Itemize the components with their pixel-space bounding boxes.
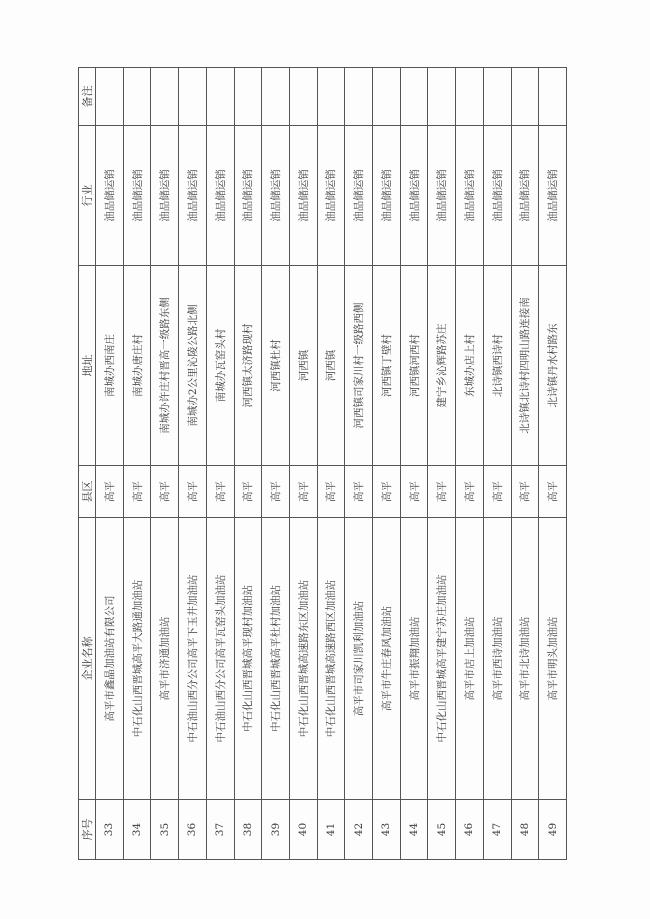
cell-county: 高平 <box>400 466 428 518</box>
cell-county: 高平 <box>262 466 290 518</box>
cell-name: 高平市北诗加油站 <box>511 518 539 800</box>
header-no: 序号 <box>79 800 96 860</box>
cell-county: 高平 <box>539 466 567 518</box>
cell-no: 33 <box>96 800 124 860</box>
cell-county: 高平 <box>151 466 179 518</box>
cell-note <box>317 68 345 126</box>
cell-no: 41 <box>317 800 345 860</box>
cell-address: 北诗镇北诗村四明山路连接南 <box>511 266 539 466</box>
cell-note <box>96 68 124 126</box>
cell-address: 南城办西南庄 <box>96 266 124 466</box>
cell-county: 高平 <box>317 466 345 518</box>
cell-note <box>151 68 179 126</box>
cell-name: 中石油山西分公司高平下玉井加油站 <box>179 518 207 800</box>
table-row <box>123 68 151 860</box>
cell-note <box>539 68 567 126</box>
cell-no: 36 <box>179 800 207 860</box>
cell-address: 东城办店上村 <box>456 266 484 466</box>
cell-name: 高平市西诗加油站 <box>483 518 511 800</box>
cell-industry: 油品储运销 <box>539 126 567 266</box>
cell-industry: 油品储运销 <box>151 126 179 266</box>
cell-industry: 油品储运销 <box>206 126 234 266</box>
cell-industry: 油品储运销 <box>96 126 124 266</box>
header-county: 县区 <box>79 466 96 518</box>
cell-industry: 油品储运销 <box>511 126 539 266</box>
cell-note <box>262 68 290 126</box>
cell-industry: 油品储运销 <box>123 126 151 266</box>
table-row <box>345 68 373 860</box>
cell-no: 42 <box>345 800 373 860</box>
cell-no: 46 <box>456 800 484 860</box>
cell-industry: 油品储运销 <box>289 126 317 266</box>
cell-address: 北诗镇西诗村 <box>483 266 511 466</box>
cell-no: 43 <box>373 800 401 860</box>
table-row <box>262 68 290 860</box>
header-note: 备注 <box>79 68 96 126</box>
cell-county: 高平 <box>373 466 401 518</box>
cell-industry: 油品储运销 <box>483 126 511 266</box>
cell-note <box>289 68 317 126</box>
cell-industry: 油品储运销 <box>262 126 290 266</box>
cell-name: 高平市振翔加油站 <box>400 518 428 800</box>
cell-industry: 油品储运销 <box>179 126 207 266</box>
table-row <box>539 68 567 860</box>
cell-note <box>206 68 234 126</box>
cell-note <box>234 68 262 126</box>
cell-no: 35 <box>151 800 179 860</box>
table-row <box>234 68 262 860</box>
table-row <box>96 68 124 860</box>
cell-address: 北诗镇丹水村路东 <box>539 266 567 466</box>
cell-county: 高平 <box>289 466 317 518</box>
table-row <box>179 68 207 860</box>
cell-name: 中石化山西晋城高平杜村加油站 <box>262 518 290 800</box>
cell-note <box>345 68 373 126</box>
cell-name: 高平市鑫晶加油站有限公司 <box>96 518 124 800</box>
cell-address: 南城办许庄村晋高一级路东侧 <box>151 266 179 466</box>
table-row <box>289 68 317 860</box>
header-address: 地址 <box>79 266 96 466</box>
cell-industry: 油品储运销 <box>428 126 456 266</box>
cell-county: 高平 <box>179 466 207 518</box>
cell-county: 高平 <box>123 466 151 518</box>
cell-address: 河西镇杜村 <box>262 266 290 466</box>
header-name: 企业名称 <box>79 518 96 800</box>
table-row <box>400 68 428 860</box>
cell-county: 高平 <box>206 466 234 518</box>
cell-county: 高平 <box>234 466 262 518</box>
cell-industry: 油品储运销 <box>373 126 401 266</box>
cell-county: 高平 <box>345 466 373 518</box>
cell-note <box>179 68 207 126</box>
cell-note <box>400 68 428 126</box>
cell-address: 河西镇丁壁村 <box>373 266 401 466</box>
cell-name: 高平市牛庄春风加油站 <box>373 518 401 800</box>
cell-address: 河西镇司家川村一级路西侧 <box>345 266 373 466</box>
cell-name: 中石化山西晋城高平现村加油站 <box>234 518 262 800</box>
cell-address: 河西镇 <box>317 266 345 466</box>
table-row <box>511 68 539 860</box>
cell-name: 高平市明头加油站 <box>539 518 567 800</box>
cell-industry: 油品储运销 <box>317 126 345 266</box>
cell-note <box>428 68 456 126</box>
cell-name: 中石化山西晋城高速路东区加油站 <box>289 518 317 800</box>
cell-no: 34 <box>123 800 151 860</box>
cell-no: 45 <box>428 800 456 860</box>
table-body <box>96 68 567 860</box>
cell-industry: 油品储运销 <box>400 126 428 266</box>
cell-no: 47 <box>483 800 511 860</box>
cell-industry: 油品储运销 <box>456 126 484 266</box>
cell-name: 中石油山西分公司高平瓦窑头加油站 <box>206 518 234 800</box>
cell-name: 中石化山西晋城高速路西区加油站 <box>317 518 345 800</box>
cell-address: 河西镇太济路现村 <box>234 266 262 466</box>
cell-note <box>123 68 151 126</box>
header-industry: 行业 <box>79 126 96 266</box>
cell-no: 39 <box>262 800 290 860</box>
cell-no: 49 <box>539 800 567 860</box>
cell-industry: 油品储运销 <box>345 126 373 266</box>
cell-name: 高平市店上加油站 <box>456 518 484 800</box>
cell-county: 高平 <box>483 466 511 518</box>
table-row <box>456 68 484 860</box>
table-row <box>317 68 345 860</box>
cell-no: 40 <box>289 800 317 860</box>
cell-no: 38 <box>234 800 262 860</box>
cell-no: 37 <box>206 800 234 860</box>
table-row <box>151 68 179 860</box>
table-row <box>373 68 401 860</box>
cell-industry: 油品储运销 <box>234 126 262 266</box>
cell-note <box>456 68 484 126</box>
cell-county: 高平 <box>428 466 456 518</box>
cell-note <box>483 68 511 126</box>
cell-address: 河西镇 <box>289 266 317 466</box>
cell-name: 中石化山西晋城高平大路通加油站 <box>123 518 151 800</box>
enterprise-table <box>78 67 567 860</box>
cell-address: 南城办瓦窑头村 <box>206 266 234 466</box>
cell-name: 高平市司家川凯利加油站 <box>345 518 373 800</box>
cell-address: 南城办2公里沁陵公路北侧 <box>179 266 207 466</box>
cell-no: 44 <box>400 800 428 860</box>
cell-name: 中石化山西晋城高平建宁苏庄加油站 <box>428 518 456 800</box>
table-row <box>206 68 234 860</box>
cell-name: 高平市济通加油站 <box>151 518 179 800</box>
cell-county: 高平 <box>511 466 539 518</box>
cell-address: 南城办唐庄村 <box>123 266 151 466</box>
table-header-row <box>79 68 96 860</box>
cell-county: 高平 <box>456 466 484 518</box>
cell-note <box>373 68 401 126</box>
rotated-table-wrapper <box>78 68 567 860</box>
table-row <box>483 68 511 860</box>
cell-note <box>511 68 539 126</box>
cell-no: 48 <box>511 800 539 860</box>
table-row <box>428 68 456 860</box>
cell-county: 高平 <box>96 466 124 518</box>
cell-address: 建宁乡沁辉路苏庄 <box>428 266 456 466</box>
cell-address: 河西镇河西村 <box>400 266 428 466</box>
